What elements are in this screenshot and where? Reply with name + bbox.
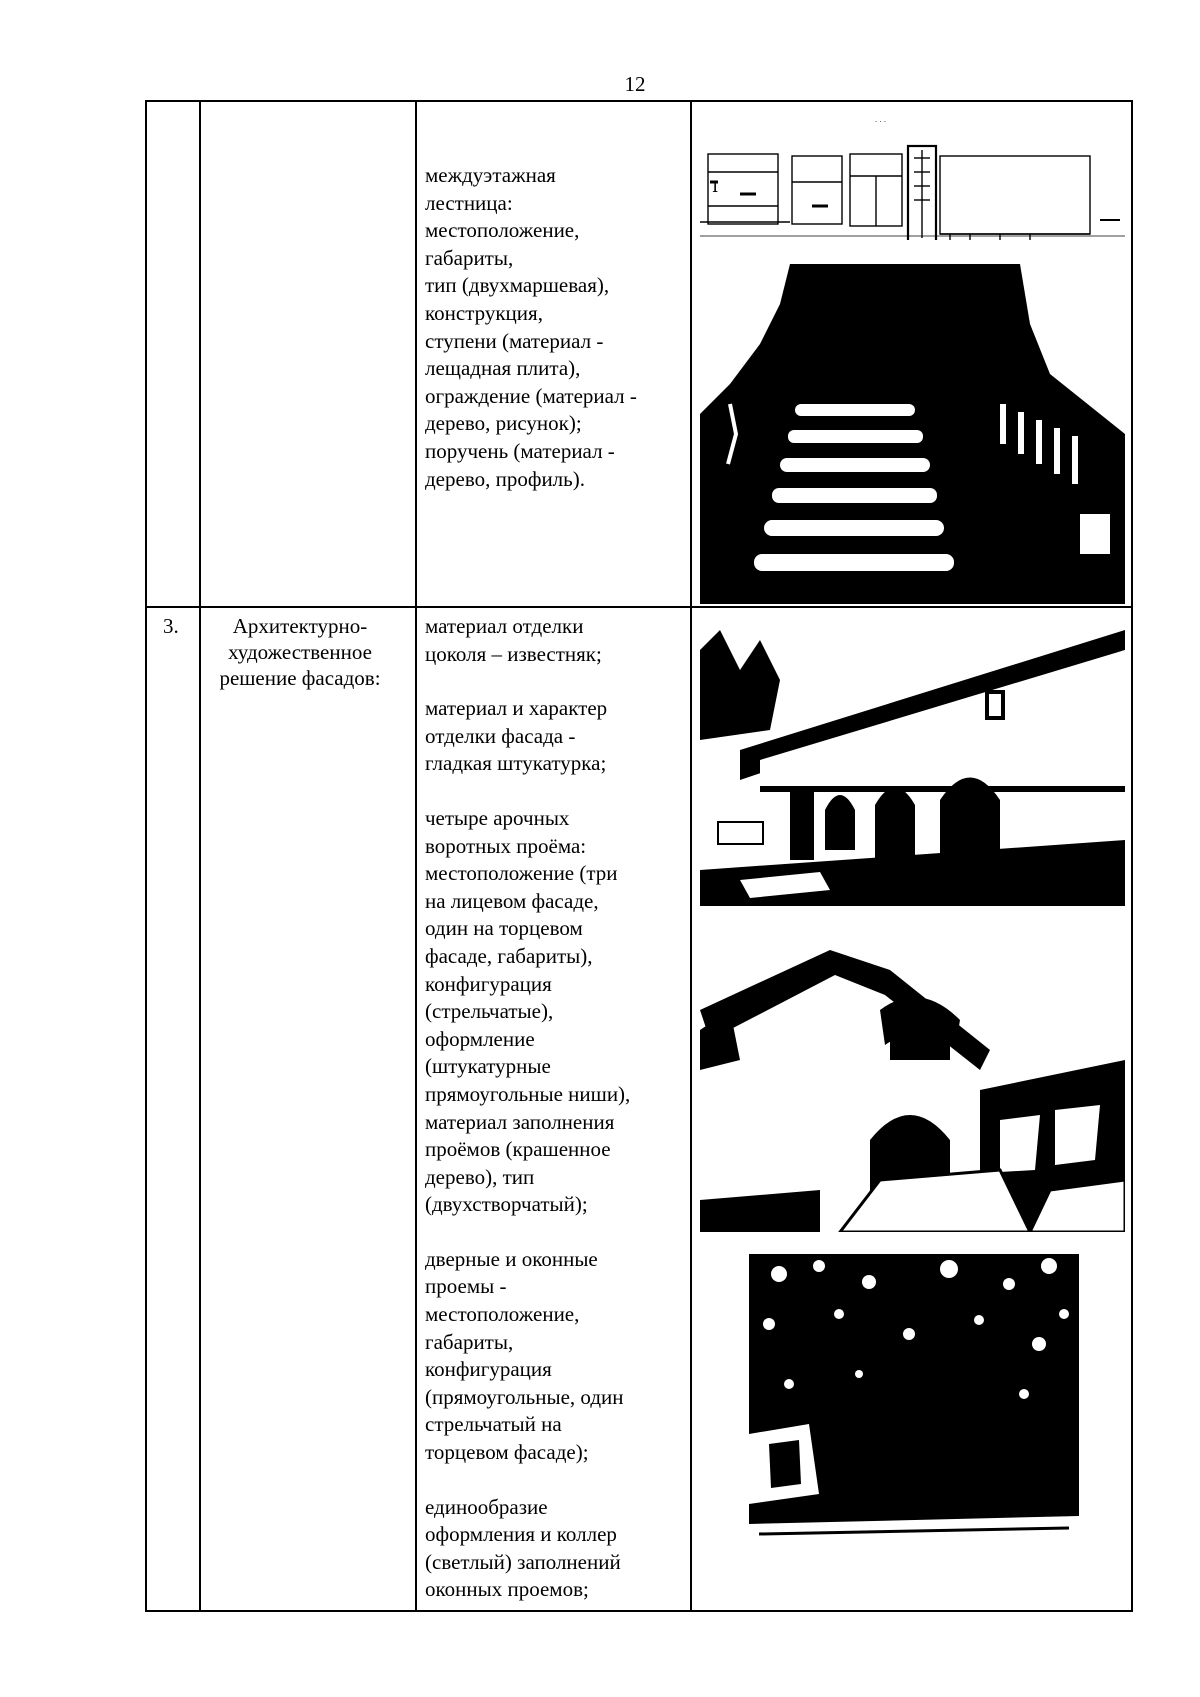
feature-description [425,162,675,493]
floor-plan-drawing [700,110,1125,240]
description-paragraph: междуэтажная лестница: местоположение, габариты, тип (двухмаршевая), конструкция, ступени (материал - лещадная плита), ограждение (материал - дерево, рисунок); поручень (материал - дерево, профиль). [425,163,637,491]
description-paragraph: дверные и оконные проемы - местоположение, габариты, конфигурация (прямоугольные, один стрельчатый на торцевом фасаде); [425,1246,624,1465]
svg-text:I: I [712,177,719,196]
tree-covered-facade-photo [749,1254,1079,1554]
description-paragraph: единообразие оформления и коллер (светлый) заполнений оконных проемов; [425,1494,621,1602]
column-divider [690,102,692,1610]
description-paragraph: материал и характер отделки фасада - гладкая штукатурка; [425,696,608,776]
description-paragraph: четыре арочных воротных проёма: местоположение (три на лицевом фасаде, один на торцевом фасаде, габариты), конфигурация (стрельчатые), оформление (штукатурные прямоугольные ниши), материал заполнения проёмов (крашенное дерево), тип (двухстворчатый); [425,805,631,1217]
row-number: 3. [163,614,179,638]
arched-facade-photo [700,610,1125,906]
page-number: 12 [624,72,646,96]
staircase-photo [700,264,1125,604]
column-divider [199,102,201,1610]
description-paragraph: материал отделки цоколя – известняк; [425,614,602,666]
svg-text:· · ·: · · · [875,118,887,126]
gable-end-facade-photo [700,940,1125,1232]
feature-name: Архитектурно- художественное решение фасадов: [219,614,381,690]
heritage-features-table [145,100,1133,1612]
row-divider [147,606,1131,608]
feature-description [425,613,675,1604]
column-divider [415,102,417,1610]
